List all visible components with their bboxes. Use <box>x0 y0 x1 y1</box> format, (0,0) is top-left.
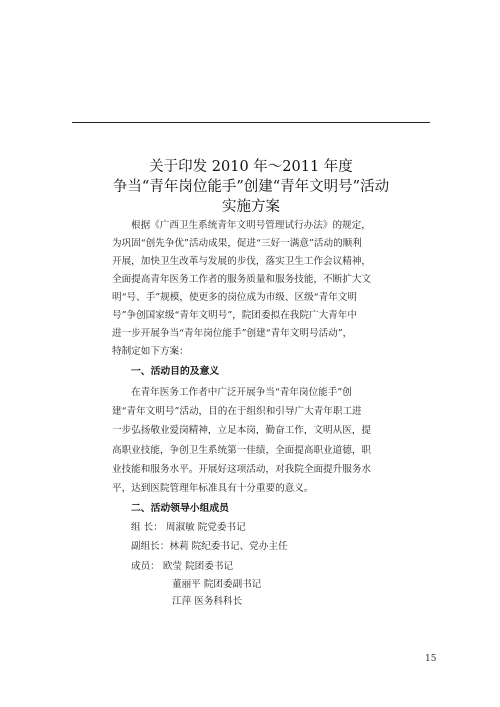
deputy-leader-line: 副组长：林莉 院纪委书记、党办主任 <box>131 541 288 552</box>
intro-line: 特制定如下方案： <box>112 346 189 357</box>
section-heading-purpose: 一、活动目的及意义 <box>131 366 220 377</box>
intro-line: 为巩固“创先争优”活动成果，促进“三好一满意”活动的顺利 <box>112 238 362 249</box>
intro-paragraph <box>112 217 418 361</box>
purpose-line: 在青年医务工作者中广泛开展争当“青年岗位能手”创 <box>131 387 352 398</box>
intro-line: 明“号、手”规模，使更多的岗位成为市级、区级“青年文明 <box>112 292 357 303</box>
intro-line: 开展，加快卫生改革与发展的步伐，落实卫生工作会议精神， <box>112 256 372 267</box>
document-title-line-1: 关于印发 2010 年～2011 年度 <box>149 159 353 175</box>
intro-line: 号”争创国家级“青年文明号”，院团委拟在我院广大青年中 <box>112 310 357 321</box>
purpose-paragraph <box>112 383 418 498</box>
purpose-line: 高职业技能，争创卫生系统第一佳绩，全面提高职业道德，职 <box>112 444 372 456</box>
section-heading-leadership: 二、活动领导小组成员 <box>131 503 229 514</box>
document-title-line-2: 争当“青年岗位能手”创建“青年文明号”活动 <box>112 179 390 195</box>
member-line-1: 成员： 欧莹 院团委书记 <box>131 561 234 572</box>
intro-line: 全面提高青年医务工作者的服务质量和服务技能，不断扩大文 <box>112 274 372 285</box>
document-title-line-3: 实施方案 <box>222 199 280 215</box>
member-line-3: 江萍 医务科科长 <box>172 596 243 607</box>
intro-line: 根据《广西卫生系统青年文明号管理试行办法》的规定， <box>131 220 371 231</box>
purpose-line: 建“青年文明号”活动，目的在于组织和引导广大青年职工进 <box>112 406 362 418</box>
purpose-line: 业技能和服务水平。开展好这项活动，对我院全面提升服务水 <box>112 463 372 475</box>
leader-line: 组 长： 周淑敏 院党委书记 <box>131 522 246 533</box>
purpose-line: 一步弘扬敬业爱岗精神，立足本岗，勤奋工作，文明从医，提 <box>112 425 372 437</box>
member-line-2: 董丽平 院团委副书记 <box>172 579 262 590</box>
header-rule <box>72 122 430 123</box>
intro-line: 进一步开展争当“青年岗位能手”创建“青年文明号活动”， <box>112 328 353 339</box>
page-number: 15 <box>425 654 437 664</box>
purpose-line: 平，达到医院管理年标准具有十分重要的意义。 <box>112 483 314 495</box>
